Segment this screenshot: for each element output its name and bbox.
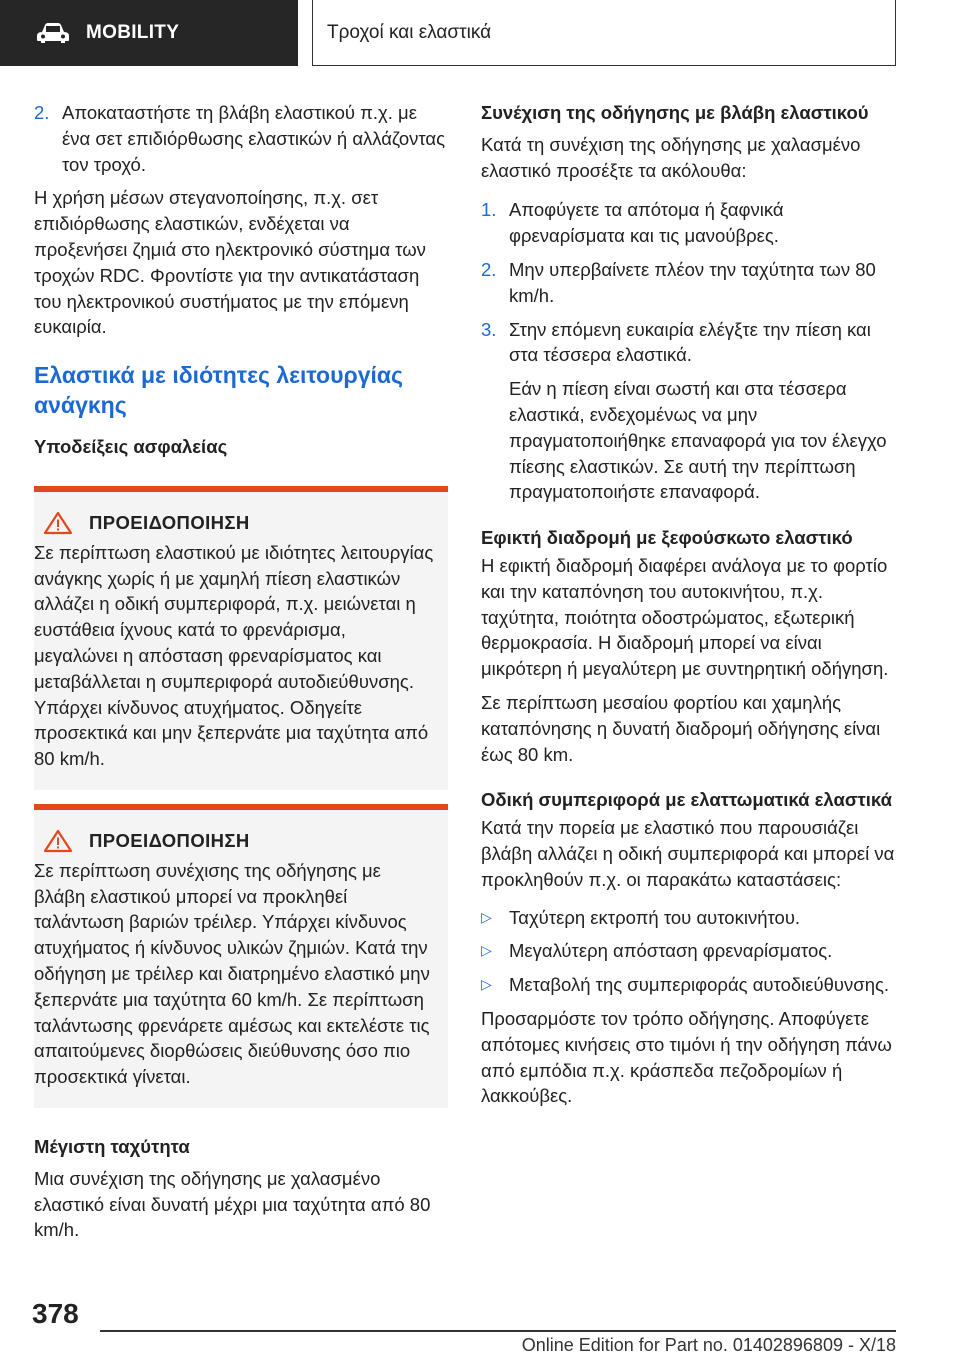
list-number: 2. <box>481 258 497 280</box>
edition-footer: Online Edition for Part no. 01402896809 - X/18 <box>521 1335 896 1355</box>
warning-title: ΠΡΟΕΙΔΟΠΟΙΗΣΗ <box>89 511 250 533</box>
list-text: Αποφύγετε τα απότομα ή ξαφνικά φρεναρίσματα και τις μανούβρες. <box>509 199 784 247</box>
continue-subtitle: Συνέχιση της οδήγησης με βλάβη ελαστικού <box>481 102 869 123</box>
triangle-bullet-icon: ▷ <box>481 908 492 925</box>
warning-icon <box>43 829 73 853</box>
bullet-text: Ταχύτερη εκτροπή του αυτοκινήτου. <box>509 906 801 928</box>
warning-title: ΠΡΟΕΙΔΟΠΟΙΗΣΗ <box>89 829 250 851</box>
warning-header <box>34 828 434 854</box>
behaviour-outro: Προσαρμόστε τον τρόπο οδήγησης. Αποφύγετε απότομες κινήσεις στο τιμόνι ή την οδήγηση πάνω από εμπόδια π.χ. κράσπεδα πεζοδρομίων ή λακκούβες. <box>481 1007 892 1107</box>
car-icon <box>36 22 70 44</box>
warning-header <box>34 510 434 536</box>
list-item <box>481 257 895 309</box>
max-speed-text: Μια συνέχιση της οδήγησης με χαλασμένο ελαστικό είναι δυνατή μέχρι μια ταχύτητα από 80 km/h. <box>34 1167 431 1241</box>
bullet-item <box>481 972 895 998</box>
range-paragraph: Σε περίπτωση μεσαίου φορτίου και χαμηλής καταπόνησης η δυνατή διαδρομή οδήγησης είναι έως 80 km. <box>481 691 881 765</box>
mobility-label: MOBILITY <box>86 22 180 43</box>
right-column <box>481 100 895 1117</box>
list-text-block <box>509 317 895 506</box>
page-number: 378 <box>32 1298 79 1329</box>
triangle-bullet-icon: ▷ <box>481 942 492 959</box>
footer-divider <box>100 1330 896 1332</box>
behaviour-intro: Κατά την πορεία με ελαστικό που παρουσιάζει βλάβη αλλάζει η οδική συμπεριφορά και μπορεί να προκληθούν π.χ. οι παρακάτω καταστάσεις: <box>481 817 895 890</box>
max-speed-subtitle: Μέγιστη ταχύτητα <box>34 1135 190 1157</box>
range-subtitle: Εφικτή διαδρομή με ξεφούσκωτο ελαστικό <box>481 527 853 549</box>
section-label: Τροχοί και ελαστικά <box>327 21 492 43</box>
page-header <box>0 0 960 66</box>
list-item <box>481 197 895 249</box>
left-column <box>34 100 448 1251</box>
list-item <box>34 100 448 177</box>
bullet-item <box>481 938 895 964</box>
list-number: 2. <box>34 102 50 123</box>
list-number: 3. <box>481 318 497 340</box>
list-text: Μην υπερβαίνετε πλέον την ταχύτητα των 80 km/h. <box>509 258 876 306</box>
list-number: 1. <box>481 199 497 221</box>
rdc-paragraph: Η χρήση μέσων στεγανοποίησης, π.χ. σετ επιδιόρθωσης ελαστικών, ενδέχεται να προξενήσει ζημιά στο ηλεκτρονικό σύστημα των τροχών RDC. Φροντίστε για την αντικατάσταση του ηλεκτρονικού συστήματος με την επόμενη ευκαιρία. <box>34 187 426 338</box>
bullet-text: Μεταβολή της συμπεριφοράς αυτοδιεύθυνσης. <box>509 974 890 996</box>
warning-icon <box>43 511 73 535</box>
safety-subtitle: Υποδείξεις ασφαλείας <box>34 436 228 458</box>
bullet-item <box>481 905 895 931</box>
list-text: Στην επόμενη ευκαιρία ελέγξτε την πίεση και στα τέσσερα ελαστικά. <box>509 318 871 366</box>
warning-text: Σε περίπτωση συνέχισης της οδήγησης με βλάβη ελαστικού μπορεί να προκληθεί ταλάντωση βαριών τρέιλερ. Υπάρχει κίνδυνος ατυχήματος ή κίνδυνος υλικών ζημιών. Κατά την οδήγηση με τρέιλερ και διατρημένο ελαστικό μην ξεπερνάτε μια ταχύτητα 60 km/h. Σε περίπτωση ταλάντωσης φρενάρετε αμέσως και εκτελέστε τις απαιτούμενες διορθώσεις διεύθυνσης όσο πιο προσεκτικά γίνεται. <box>34 859 430 1088</box>
warning-box <box>34 486 448 790</box>
warning-text: Σε περίπτωση ελαστικού με ιδιότητες λειτουργίας ανάγκης χωρίς ή με χαμηλή πίεση ελαστικών αλλάζει η οδική συμπεριφορά, π.χ. μειώνεται η ευστάθεια ίχνους κατά το φρενάρισμα, μεγαλώνει η απόσταση φρεναρίσματος και μεταβάλλεται η συμπεριφορά αυτοδιεύθυνσης. Υπάρχει κίνδυνος ατυχήματος. Οδηγείτε προσεκτικά και μην ξεπερνάτε μια ταχύτητα από 80 km/h. <box>34 541 434 770</box>
warning-box <box>34 804 448 1108</box>
continue-intro: Κατά τη συνέχιση της οδήγησης με χαλασμένο ελαστικό προσέξτε τα ακόλουθα: <box>481 133 861 181</box>
mobility-tab[interactable] <box>0 0 298 66</box>
range-paragraph: Η εφικτή διαδρομή διαφέρει ανάλογα με το φορτίο και την καταπόνηση του αυτοκινήτου, π.χ. ταχύτητα, ποιότητα οδοστρώματος, εξωτερική θερμοκρασία. Η διαδρομή μπορεί να είναι μικρότερη ή μεγαλύτερη με συντηρητική οδήγηση. <box>481 554 889 680</box>
list-item <box>481 317 895 506</box>
bullet-text: Μεγαλύτερη απόσταση φρεναρίσματος. <box>509 940 833 962</box>
list-text-extra: Εάν η πίεση είναι σωστή και στα τέσσερα ελαστικά, ενδεχομένως να μην πραγματοποιήθηκε επαναφορά για τον έλεγχο πίεσης ελαστικών. Σε αυτή την περίπτωση πραγματοποιήστε επαναφορά. <box>509 378 887 503</box>
list-text: Αποκαταστήστε τη βλάβη ελαστικού π.χ. με ένα σετ επιδιόρθωσης ελαστικών ή αλλάζοντας τον τροχό. <box>62 102 446 175</box>
triangle-bullet-icon: ▷ <box>481 976 492 993</box>
section-title: Ελαστικά με ιδιότητες λειτουργίας ανάγκης <box>34 362 403 419</box>
behaviour-subtitle: Οδική συμπεριφορά με ελαττωματικά ελαστικά <box>481 789 892 811</box>
section-tab[interactable] <box>312 0 896 66</box>
